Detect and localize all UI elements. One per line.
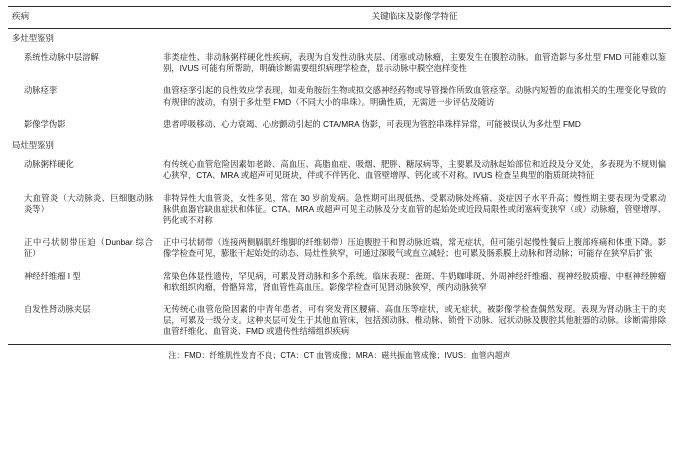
table-row	[8, 299, 671, 345]
disease-name: 动脉粥样硬化	[24, 159, 74, 170]
disease-name: 自发性肾动脉夹层	[24, 303, 91, 314]
table-row	[8, 232, 671, 265]
disease-name: 神经纤维瘤 I 型	[24, 270, 81, 281]
disease-features: 患者呼吸移动、心力衰竭、心房颤动引起的 CTA/MRA 伪影，可表现为管腔串珠样异常，可能被误认为多灶型 FMD	[163, 118, 581, 129]
header-row	[8, 7, 671, 29]
column-header-features: 关键临床及影像学特征	[158, 7, 671, 29]
column-header-disease: 疾病	[8, 7, 158, 29]
group-title-focal: 局灶型鉴别	[12, 139, 54, 150]
disease-features: 正中弓状韧带（连接两侧膈肌纤维脚的纤维韧带）压迫腹腔干和胃动脉近端，常无症状，但可能引起慢性餐后上腹部疼痛和体重下降。影像学检查可见，膨胀干起始处的动态、局灶性狭窄，可通过深吸气或直立减轻；也可累及肠系膜上动脉和肾动脉；可能存在狭窄后扩张	[163, 237, 666, 259]
disease-features: 常染色体显性遗传，罕见病，可累及肾动脉和多个系统。临床表现：雀斑、牛奶咖啡斑、外周神经纤维瘤、视神经胶质瘤、中枢神经肿瘤和软组织肉瘤，骨骼异常，肾血管性高血压。影像学检查可见肾动脉狭窄，颅内动脉狭窄	[163, 270, 666, 292]
disease-name: 动脉痉挛	[24, 85, 58, 96]
table-row	[8, 80, 671, 113]
group-header-row	[8, 136, 671, 154]
table-body	[8, 28, 671, 344]
disease-features: 非类症性、非动脉粥样硬化性疾病，表现为自发性动脉夹层、闭塞或动脉瘤，主要发生在腹腔动脉。血管造影与多灶型 FMD 可能难以鉴别，IVUS 可能有所帮助，明确诊断需要组织病理学检查，显示动脉中膜空泡样变性	[163, 51, 666, 74]
disease-name: 影像学伪影	[24, 118, 66, 129]
disease-name: 系统性动脉中层溶解	[24, 51, 99, 62]
disease-features: 有传统心血管危险因素如老龄、高血压、高脂血症、吸烟、肥胖、糖尿病等，主要累及动脉起始部位和近段及分叉处，多表现为不规则偏心狭窄，CTA、MRA 或超声可见斑块，伴或不伴钙化、血管壁增厚、钙化或不对称。IVUS 检查呈典型的脂质斑块特征	[163, 159, 666, 181]
group-title-multifocal: 多灶型鉴别	[12, 32, 54, 43]
table-footnote: 注：FMD：纤维肌性发育不良；CTA：CT 血管成像；MRA：磁共振血管成像；IVUS：血管内超声	[168, 351, 511, 361]
disease-features: 非特异性大血管炎，女性多见，常在 30 岁前发病。急性期可出现低热、受累动脉处疼痛、炎症因子水平升高；慢性期主要表现为受累动脉供血器官缺血症状和体征。CTA、MRA 或超声可见主动脉及分支血管的起始处或近段局限性或闭塞病变狭窄（或）动脉瘤，管壁增厚、钙化或不对称	[163, 192, 666, 225]
table-row	[8, 154, 671, 187]
table-row	[8, 188, 671, 233]
disease-name: 正中弓状韧带压迫（Dunbar 综合征）	[24, 237, 153, 259]
disease-features: 无传统心血管危险因素的中青年患者，可有突发背区腰痛、高血压等症状，或无症状，被影像学检查偶然发现。表现为肾动脉主干的夹层，可累及一级分支。这种夹层可发生于其他血管床，包括颈动脉、椎动脉、锁骨下动脉、冠状动脉及腹腔其他脏器的动脉。诊断需排除血管纤维化、血管炎、FMD 或遗传性结缔组织疾病	[163, 303, 666, 337]
table-header	[8, 7, 671, 29]
table-row	[8, 114, 671, 136]
differential-diagnosis-table	[8, 6, 671, 344]
table-row	[8, 47, 671, 80]
table-row	[8, 266, 671, 299]
disease-name: 大血管炎（大动脉炎、巨细胞动脉炎等）	[24, 192, 153, 214]
group-header-row	[8, 28, 671, 47]
disease-features: 血管痉挛引起的良性效应学表现，如麦角胺衍生物或拟交感神经药物或导管操作所致血管痉挛。动脉内短暂的血流相关的生理变化导致的有规律的波动，有别于多灶型 FMD（不同大小的串珠）。明确性质，无需进一步评估及随访	[163, 85, 666, 107]
